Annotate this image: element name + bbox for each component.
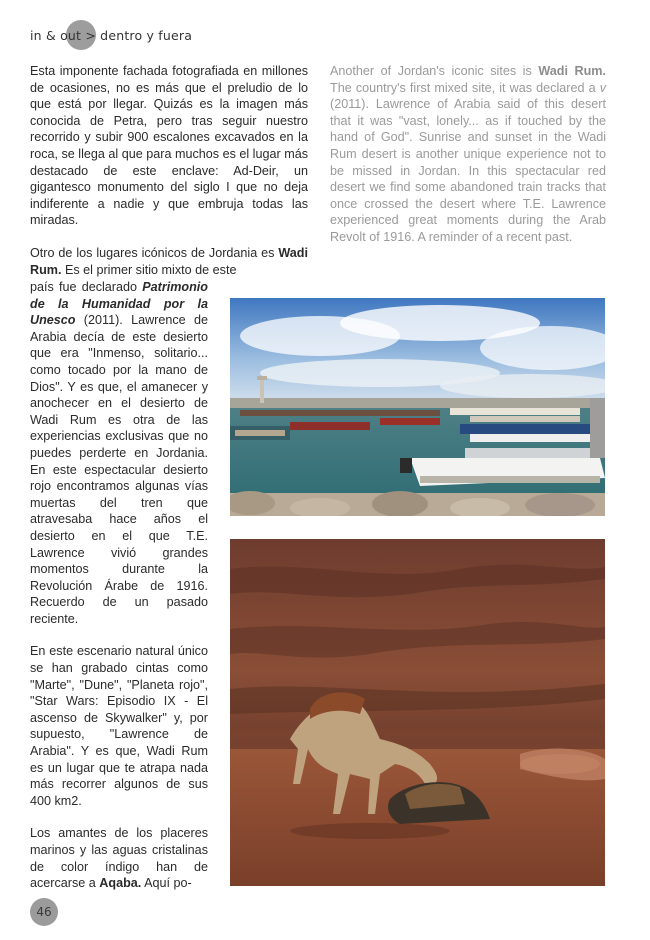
section-label: in & out > dentro y fuera bbox=[30, 27, 193, 43]
paragraph-aqaba: Los amantes de los placeres marinos y las aguas cristalinas de color índigo han de acercarse a Aqaba. Aquí po- bbox=[30, 826, 208, 891]
english-column: Another of Jordan's iconic sites is Wadi Rum. The country's first mixed site, it was declared a v (2011). Lawrence of Arabia said of this desert that it was "vast, lonely... as if touched by the hand of God". Sunrise and sunset in the Wadi Rum desert is another unique experience not to be missed in Jordan. In this spectacular red desert we find some abandoned train tracks that once crossed the desert where T.E. Lawrence experienced great moments during the Arab Revolt of 1916. A reminder of a recent past. bbox=[330, 64, 606, 244]
camel-desert-photo bbox=[230, 539, 605, 886]
marina-photo bbox=[230, 298, 605, 516]
paragraph-films: En este escenario natural único se han grabado cintas como "Marte", "Dune", "Planeta rojo", "Star Wars: Episodio IX - El ascenso de Skywalker" y, por supuesto, "Lawrence de Arabia". Y es que, Wadi Rum es un lugar que te atrapa nada más recorrer algunos de sus 400 km2. bbox=[30, 644, 208, 808]
paragraph-wadi-rum-cont: país fue declarado Patrimonio de la Humanidad por la Unesco (2011). Lawrence de Arabia decía de este desierto que era "Inmenso, solitario... como tocado por la mano de Dios". Y es que, el amanecer y anochecer en el desierto de Wadi Rum es otra de las experiencias exclusivas que no puedes perderte en Jordania. En este espectacular desierto rojo encontramos algunas vías muertas del tren que atravesaba hace años el desierto en el que T.E. Lawrence vivió grandes momentos durante la Revolución Árabe de 1916. Recuerdo de un pasado reciente. bbox=[30, 280, 208, 626]
wadi-rum-bold: Wadi Rum. bbox=[30, 245, 308, 277]
spanish-column-top bbox=[30, 63, 308, 278]
aqaba-bold: Aqaba. bbox=[99, 876, 142, 891]
v-italic: v bbox=[599, 80, 606, 95]
page-number: 46 bbox=[30, 898, 58, 926]
paragraph-wadi-rum-intro: Otro de los lugares icónicos de Jordania es Wadi Rum. Es el primer sitio mixto de este bbox=[30, 245, 308, 277]
wadi-rum-bold-en: Wadi Rum. bbox=[538, 64, 606, 78]
spanish-column-narrow bbox=[30, 279, 208, 892]
paragraph-petra: Esta imponente fachada fotografiada en millones de ocasiones, no es más que el preludio de lo que está por llegar. Quizás es la imagen más conocida de Petra, pero tras seguir nuestro recorrido y subir 900 escalones excavados en la roca, se llega al que para muchos es el lugar más destacado de este enclave: Ad-Deir, un gigantesco monumento del siglo I que no deja indiferente a nadie y que embruja todas las miradas. bbox=[30, 64, 308, 228]
running-header bbox=[30, 20, 192, 50]
unesco-italic: Patrimonio de la Humanidad por la Unesco bbox=[30, 280, 208, 328]
